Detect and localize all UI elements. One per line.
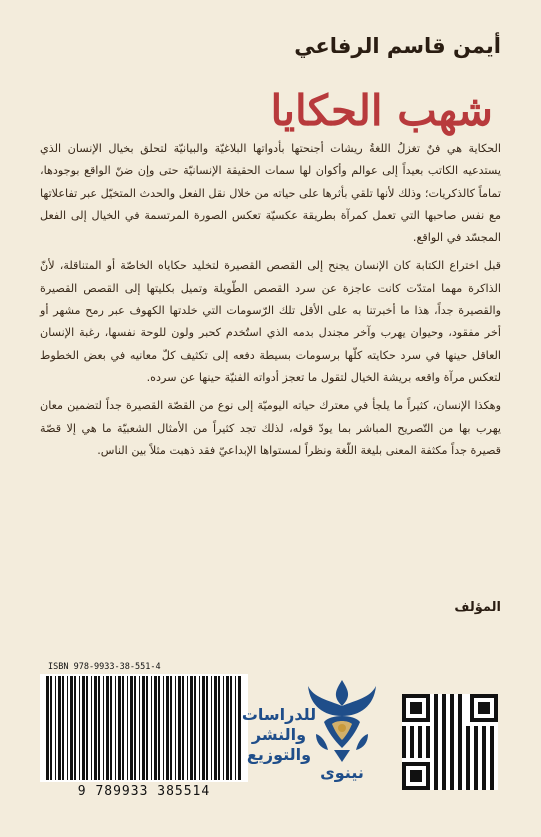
qr-module <box>442 718 446 722</box>
qr-module <box>458 698 462 702</box>
barcode-bar <box>211 676 212 780</box>
qr-module <box>450 758 454 762</box>
qr-module <box>458 738 462 742</box>
barcode-bar <box>67 676 68 780</box>
qr-module <box>410 738 414 742</box>
qr-module <box>482 778 486 782</box>
qr-module <box>482 766 486 770</box>
qr-finder <box>478 702 490 714</box>
qr-module <box>418 742 422 746</box>
qr-module <box>458 766 462 770</box>
qr-module <box>434 726 438 730</box>
qr-module <box>482 750 486 754</box>
qr-module <box>450 782 454 786</box>
qr-module <box>402 730 406 734</box>
qr-module <box>450 714 454 718</box>
qr-module <box>466 746 470 750</box>
qr-module <box>450 750 454 754</box>
qr-module <box>458 730 462 734</box>
qr-module <box>474 758 478 762</box>
qr-module <box>490 774 494 778</box>
barcode-bar <box>187 676 188 780</box>
qr-module <box>442 722 446 726</box>
qr-module <box>450 726 454 730</box>
author-name: أيمن قاسم الرفاعي <box>294 34 501 58</box>
barcode-bar <box>91 676 92 780</box>
qr-module <box>426 742 430 746</box>
qr-module <box>466 770 470 774</box>
barcode-bar <box>178 676 181 780</box>
barcode-bar <box>98 676 100 780</box>
qr-module <box>402 738 406 742</box>
qr-module <box>418 730 422 734</box>
qr-module <box>450 706 454 710</box>
qr-module <box>434 710 438 714</box>
qr-module <box>426 746 430 750</box>
qr-finder <box>410 770 422 782</box>
qr-module <box>458 734 462 738</box>
qr-module <box>434 778 438 782</box>
qr-module <box>410 726 414 730</box>
qr-module <box>434 754 438 758</box>
barcode-bar <box>115 676 116 780</box>
qr-module <box>474 730 478 734</box>
qr-module <box>466 782 470 786</box>
qr-module <box>442 698 446 702</box>
barcode-block <box>40 662 248 802</box>
qr-module <box>434 782 438 786</box>
qr-module <box>434 718 438 722</box>
qr-module <box>442 726 446 730</box>
qr-module <box>490 770 494 774</box>
barcode-bar <box>230 676 232 780</box>
qr-module <box>466 762 470 766</box>
qr-module <box>458 718 462 722</box>
qr-module <box>450 762 454 766</box>
qr-module <box>482 726 486 730</box>
qr-module <box>490 786 494 790</box>
barcode-bar <box>130 676 133 780</box>
qr-module <box>490 750 494 754</box>
barcode-bar <box>139 676 140 780</box>
qr-module <box>450 774 454 778</box>
qr-module <box>474 786 478 790</box>
barcode-bar <box>46 676 49 780</box>
barcode-bar <box>134 676 136 780</box>
isbn-number: 9 789933 385514 <box>77 784 211 799</box>
qr-module <box>450 702 454 706</box>
barcode-bar <box>94 676 97 780</box>
qr-module <box>418 746 422 750</box>
qr-module <box>442 730 446 734</box>
qr-module <box>434 714 438 718</box>
qr-module <box>426 734 430 738</box>
qr-module <box>466 742 470 746</box>
qr-module <box>474 770 478 774</box>
qr-module <box>450 738 454 742</box>
barcode-bar <box>82 676 85 780</box>
qr-module <box>442 750 446 754</box>
qr-module <box>442 758 446 762</box>
qr-module <box>474 738 478 742</box>
barcode-bar <box>62 676 64 780</box>
qr-module <box>474 778 478 782</box>
qr-module <box>418 750 422 754</box>
blurb-paragraph: وهكذا الإنسان، كثيراً ما يلجأ في معترك حياته اليوميّة إلى نوع من القصّة القصيرة جداً لتضمين معان يهرب بها من التّصريح المباشر بما يودّ قوله، لذلك تجد كثيراً من الأمثال الشعبيّة ما هي إلا قصّة قصيرة جداً مكثفة المعنى بليغة اللّغة ونظراً لمستواها الإبداعيّ فقد ذهبت مثلاً بين الناس. <box>40 399 501 457</box>
qr-module <box>426 750 430 754</box>
qr-module <box>402 754 406 758</box>
blurb-paragraph: قبل اختراع الكتابة كان الإنسان يجنح إلى القصص القصيرة لتخليد حكاياه الخاصّة أو المتناقلة، لأنّ الذاكرة مهما امتدّت كانت عاجزة عن سرد القصص الطّويلة وتميل بكليتها إلى القصص القصيرة والقصيرة جداً، هذا ما أخبرتنا به على الأقل تلك الرّسومات التي خلدتها الكهوف عبر رمح مشهر أو أخر مفقود، وحيوان يهرب وآخر مجندل بدمه الذي استُخدم كحبر ولون للوحة نفسها، رغبة الإنسان العاقل حينها في سرد حكايته كلّها برسومات بسيطة دفعه إلى تكثيف كلّ معانيه في بعض الخطوط لتعكس مرآة واقعه بريشة الخيال لتقول ما تعجز أدواته الفنيّة حينها عن سرده. <box>40 259 501 384</box>
qr-module <box>482 786 486 790</box>
qr-module <box>458 782 462 786</box>
qr-module <box>490 762 494 766</box>
qr-module <box>418 734 422 738</box>
qr-finder <box>410 702 422 714</box>
qr-module <box>434 734 438 738</box>
qr-module <box>466 766 470 770</box>
barcode-bar <box>110 676 112 780</box>
qr-module <box>482 774 486 778</box>
qr-module <box>458 706 462 710</box>
qr-module <box>442 754 446 758</box>
qr-module <box>458 750 462 754</box>
qr-module <box>474 762 478 766</box>
qr-module <box>466 774 470 778</box>
qr-module <box>482 754 486 758</box>
qr-module <box>450 698 454 702</box>
qr-module <box>490 734 494 738</box>
qr-module <box>434 746 438 750</box>
barcode-bar <box>214 676 217 780</box>
qr-module <box>490 738 494 742</box>
barcode-bar <box>142 676 145 780</box>
qr-module <box>466 730 470 734</box>
isbn-label: ISBN 978-9933-38-551-4 <box>48 662 161 672</box>
qr-module <box>450 770 454 774</box>
barcode-icon <box>40 674 248 782</box>
qr-module <box>450 730 454 734</box>
qr-module <box>426 738 430 742</box>
qr-module <box>458 774 462 778</box>
qr-module <box>466 726 470 730</box>
qr-module <box>490 726 494 730</box>
qr-module <box>490 746 494 750</box>
qr-module <box>490 766 494 770</box>
qr-module <box>434 694 438 698</box>
qr-module <box>434 742 438 746</box>
qr-module <box>402 750 406 754</box>
qr-module <box>450 722 454 726</box>
qr-module <box>466 738 470 742</box>
barcode-bar <box>103 676 104 780</box>
barcode-bar <box>218 676 220 780</box>
barcode-bar <box>122 676 124 780</box>
qr-module <box>482 758 486 762</box>
qr-module <box>482 730 486 734</box>
qr-module <box>434 750 438 754</box>
qr-module <box>482 734 486 738</box>
qr-module <box>490 758 494 762</box>
qr-module <box>466 754 470 758</box>
barcode-bar <box>226 676 229 780</box>
qr-module <box>458 714 462 718</box>
blurb-text <box>40 138 501 468</box>
qr-module <box>434 766 438 770</box>
barcode-bar <box>106 676 109 780</box>
qr-module <box>442 774 446 778</box>
qr-module <box>482 782 486 786</box>
qr-module <box>450 710 454 714</box>
qr-module <box>426 726 430 730</box>
qr-module <box>458 778 462 782</box>
qr-module <box>458 758 462 762</box>
qr-module <box>442 742 446 746</box>
barcode-bar <box>154 676 157 780</box>
barcode-bar <box>55 676 56 780</box>
qr-module <box>474 746 478 750</box>
qr-module <box>458 726 462 730</box>
qr-module <box>410 754 414 758</box>
qr-module <box>442 770 446 774</box>
qr-module <box>450 718 454 722</box>
qr-module <box>450 734 454 738</box>
barcode-bar <box>58 676 61 780</box>
publisher-name: نينوى <box>320 763 364 782</box>
qr-module <box>410 734 414 738</box>
barcode-bar <box>170 676 172 780</box>
qr-module <box>490 730 494 734</box>
blurb-paragraph: الحكاية هي فنٌ تغزلُ اللغةُ ريشات أجنحتها بأدواتها البلاغيّة والبيانيّة لتحلق بخيال الإنسان الذي يستدعيه الكاتب بعيداً إلى عوالم وأكوان لها سمات الحقيقة الإنسانيّة حتى وإن ضنّ الواقع بوجودها، تماماً كالذكريات؛ وذلك لأنها تلقي بأثرها على حياته من خلال نقل الفعل والحدث المتخيّل عبر تفاعلاتها مع نفس صاحبها التي تعمل كمرآة بطريقة عكسيّة تعكس الصورة المرتسمة في الخيال إلى الفعل المجسّد في الواقع. <box>40 142 501 245</box>
qr-module <box>458 746 462 750</box>
qr-module <box>474 766 478 770</box>
barcode-bar <box>79 676 80 780</box>
qr-module <box>434 698 438 702</box>
qr-module <box>434 774 438 778</box>
qr-module <box>442 706 446 710</box>
qr-module <box>466 778 470 782</box>
qr-module <box>442 782 446 786</box>
qr-module <box>442 762 446 766</box>
qr-module <box>410 742 414 746</box>
qr-module <box>450 754 454 758</box>
qr-code-icon <box>402 694 498 790</box>
qr-module <box>458 770 462 774</box>
qr-module <box>442 746 446 750</box>
qr-module <box>426 754 430 758</box>
barcode-bar <box>202 676 205 780</box>
qr-module <box>466 734 470 738</box>
qr-module <box>490 782 494 786</box>
qr-module <box>474 754 478 758</box>
qr-module <box>474 726 478 730</box>
barcode-bar <box>194 676 196 780</box>
qr-module <box>402 726 406 730</box>
barcode-bar <box>235 676 236 780</box>
qr-module <box>458 762 462 766</box>
signature: المؤلف <box>454 600 501 615</box>
barcode-bar <box>127 676 128 780</box>
qr-module <box>442 714 446 718</box>
qr-module <box>442 702 446 706</box>
qr-module <box>458 694 462 698</box>
qr-module <box>434 738 438 742</box>
qr-module <box>458 742 462 746</box>
qr-module <box>474 734 478 738</box>
qr-module <box>450 694 454 698</box>
qr-module <box>402 742 406 746</box>
qr-module <box>458 702 462 706</box>
qr-module <box>410 730 414 734</box>
publisher-line: والنشر <box>251 725 307 744</box>
barcode-bar <box>206 676 208 780</box>
barcode-bar <box>199 676 200 780</box>
qr-module <box>442 734 446 738</box>
qr-module <box>442 694 446 698</box>
qr-module <box>442 738 446 742</box>
qr-module <box>458 722 462 726</box>
qr-module <box>410 750 414 754</box>
qr-module <box>426 730 430 734</box>
qr-module <box>442 710 446 714</box>
barcode-bar <box>182 676 184 780</box>
qr-module <box>434 758 438 762</box>
barcode-bar <box>223 676 224 780</box>
qr-module <box>482 770 486 774</box>
qr-module <box>474 774 478 778</box>
qr-module <box>434 706 438 710</box>
qr-module <box>490 742 494 746</box>
qr-module <box>442 766 446 770</box>
qr-module <box>458 754 462 758</box>
qr-module <box>458 710 462 714</box>
publisher-line: والتوزيع <box>246 745 312 764</box>
qr-module <box>474 750 478 754</box>
barcode-bar <box>74 676 76 780</box>
qr-module <box>466 750 470 754</box>
barcode-bar <box>146 676 148 780</box>
qr-module <box>450 766 454 770</box>
qr-module <box>434 762 438 766</box>
barcode-bar <box>158 676 160 780</box>
qr-module <box>490 778 494 782</box>
barcode-bar <box>163 676 164 780</box>
qr-module <box>474 782 478 786</box>
qr-module <box>410 746 414 750</box>
barcode-bar <box>151 676 152 780</box>
qr-module <box>482 738 486 742</box>
qr-module <box>450 746 454 750</box>
barcode-bar <box>86 676 88 780</box>
qr-module <box>434 702 438 706</box>
qr-module <box>450 778 454 782</box>
qr-module <box>434 722 438 726</box>
barcode-bar <box>175 676 176 780</box>
qr-module <box>418 738 422 742</box>
qr-module <box>490 754 494 758</box>
qr-module <box>450 742 454 746</box>
barcode-bar <box>50 676 52 780</box>
qr-module <box>474 742 478 746</box>
qr-module <box>482 746 486 750</box>
barcode-bar <box>166 676 169 780</box>
barcode-bar <box>70 676 73 780</box>
qr-module <box>434 770 438 774</box>
qr-module <box>450 786 454 790</box>
qr-module <box>418 754 422 758</box>
barcode-bar <box>118 676 121 780</box>
qr-module <box>482 742 486 746</box>
qr-module <box>442 778 446 782</box>
qr-module <box>434 786 438 790</box>
qr-module <box>482 762 486 766</box>
qr-module <box>466 786 470 790</box>
qr-module <box>442 786 446 790</box>
qr-module <box>402 746 406 750</box>
qr-module <box>466 758 470 762</box>
qr-module <box>458 786 462 790</box>
barcode-bar <box>190 676 193 780</box>
qr-module <box>402 734 406 738</box>
qr-module <box>418 726 422 730</box>
qr-module <box>434 730 438 734</box>
book-title: شهب الحكايا <box>270 86 493 135</box>
publisher-line: للدراسات <box>241 705 317 724</box>
